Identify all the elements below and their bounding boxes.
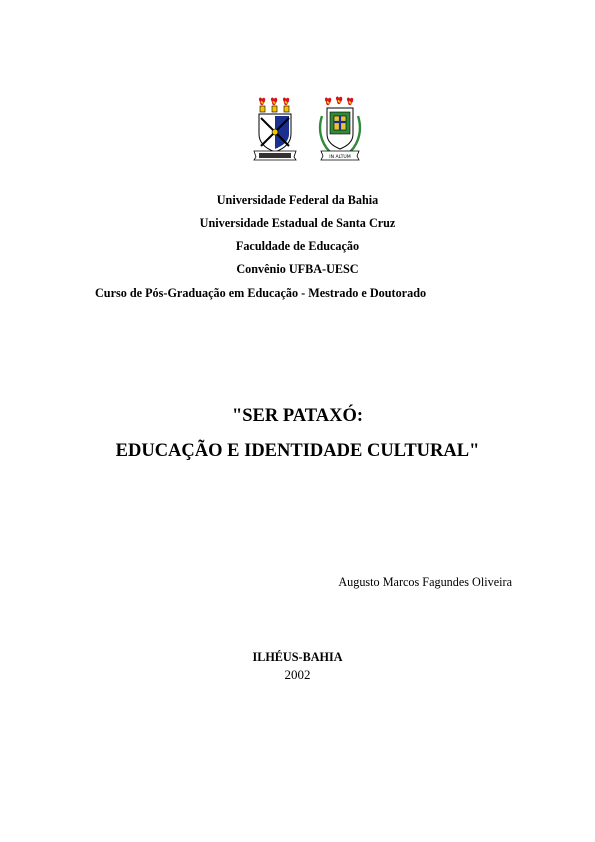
institution-line: Universidade Federal da Bahia (216, 193, 379, 207)
torch-right-icon (283, 98, 289, 112)
torch-left-icon (259, 98, 265, 112)
course-line: Curso de Pós-Graduação em Educação - Mestrado e Doutorado (95, 286, 427, 300)
year: 2002 (284, 667, 311, 682)
uesc-motto: IN ALTUM (329, 155, 351, 160)
torch-center-icon (271, 98, 277, 112)
ufba-coat-of-arms-icon (251, 96, 299, 164)
uesc-coat-of-arms-icon (316, 96, 364, 164)
author-name: Augusto Marcos Fagundes Oliveira (338, 575, 512, 589)
document-title-line-1: "SER PATAXÓ: (231, 406, 364, 426)
flame-center-icon (336, 97, 342, 105)
institution-line: Universidade Estadual de Santa Cruz (199, 216, 396, 230)
document-title-line-2: EDUCAÇÃO E IDENTIDADE CULTURAL" (115, 441, 480, 461)
faculty-line: Faculdade de Educação (235, 239, 360, 253)
flame-left-icon (325, 98, 331, 106)
flame-right-icon (347, 98, 353, 106)
place: ILHÉUS-BAHIA (252, 650, 343, 664)
agreement-line: Convênio UFBA-UESC (236, 262, 359, 276)
logo-header (0, 96, 595, 168)
